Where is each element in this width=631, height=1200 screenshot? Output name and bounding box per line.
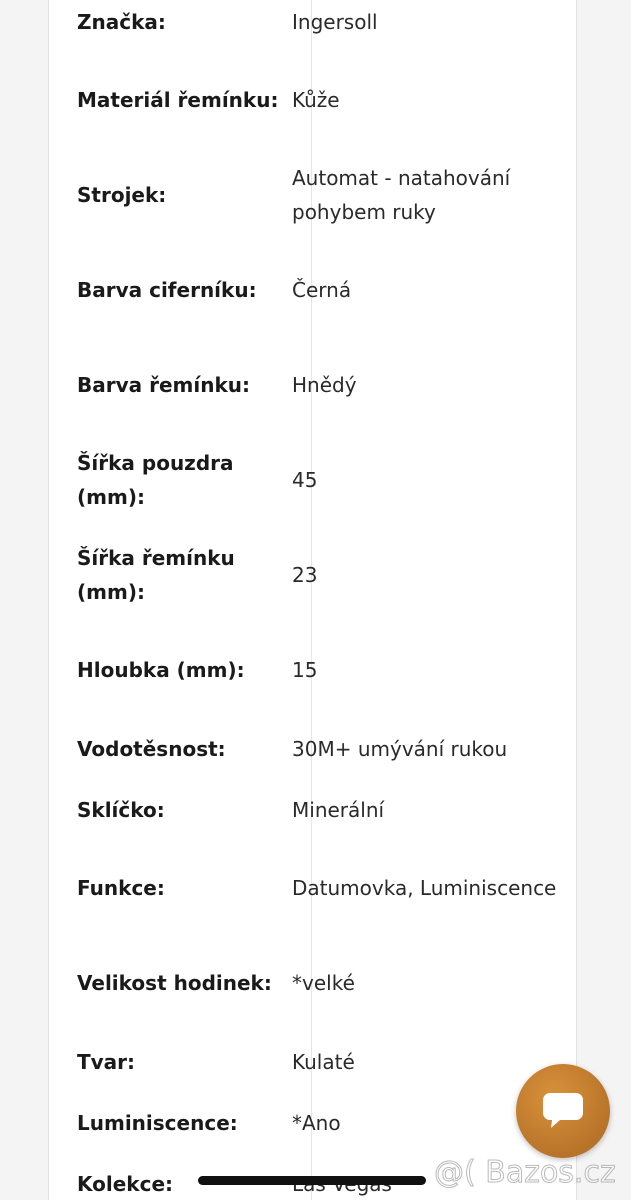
- spec-label: Barva ciferníku:: [77, 278, 257, 302]
- spec-value: 45: [292, 468, 318, 492]
- spec-label: Sklíčko:: [77, 798, 165, 822]
- spec-value: Kůže: [292, 88, 340, 112]
- spec-label: Materiál řemínku:: [77, 88, 279, 112]
- spec-value: Minerální: [292, 798, 385, 822]
- spec-label: Vodotěsnost:: [77, 737, 226, 761]
- spec-value: Černá: [292, 278, 352, 302]
- spec-label: Luminiscence:: [77, 1111, 238, 1135]
- spec-label: Šířka řemínku (mm):: [77, 546, 235, 604]
- chat-bubble-icon: [542, 1091, 584, 1131]
- spec-value: Kulaté: [292, 1050, 355, 1074]
- spec-label: Barva řemínku:: [77, 373, 250, 397]
- watermark: @( Bazos.cz: [434, 1154, 616, 1190]
- spec-value: *Ano: [292, 1111, 341, 1135]
- home-indicator[interactable]: [198, 1176, 426, 1185]
- spec-label: Velikost hodinek:: [77, 971, 272, 995]
- spec-label: Šířka pouzdra (mm):: [77, 451, 234, 509]
- spec-value: Hnědý: [292, 373, 357, 397]
- spec-value: Ingersoll: [292, 10, 378, 34]
- chat-button[interactable]: [516, 1064, 610, 1158]
- spec-value: Automat - natahování pohybem ruky: [292, 166, 511, 224]
- spec-label: Tvar:: [77, 1050, 136, 1074]
- spec-value: *velké: [292, 971, 355, 995]
- spec-value: 15: [292, 658, 318, 682]
- spec-label: Značka:: [77, 10, 166, 34]
- spec-label: Kolekce:: [77, 1172, 174, 1196]
- spec-label: Hloubka (mm):: [77, 658, 245, 682]
- spec-table: [48, 0, 577, 1200]
- spec-value: 30M+ umývání rukou: [292, 737, 508, 761]
- spec-value: Datumovka, Luminiscence: [292, 876, 557, 900]
- spec-value: 23: [292, 563, 318, 587]
- spec-label: Funkce:: [77, 876, 165, 900]
- spec-label: Strojek:: [77, 183, 167, 207]
